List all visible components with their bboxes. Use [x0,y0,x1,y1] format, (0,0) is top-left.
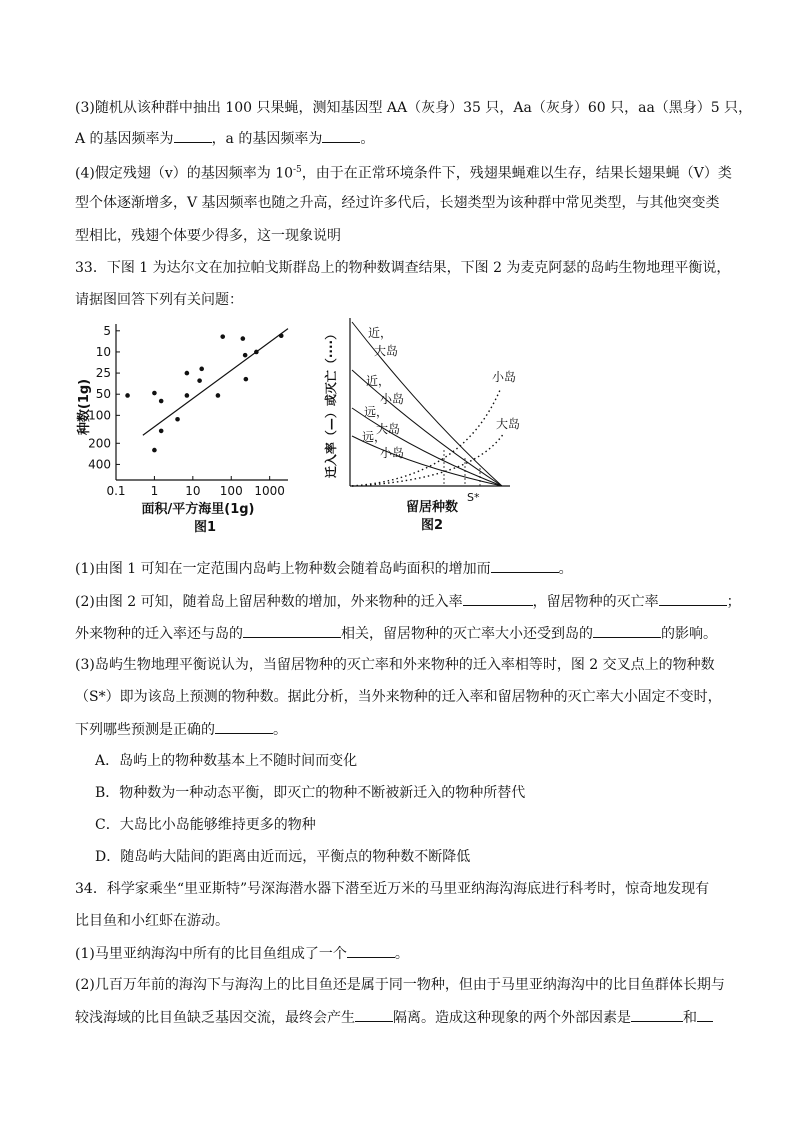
answer-blank[interactable] [593,623,661,638]
x-axis-label: 面积/平方海里(1g) [141,502,255,517]
x-tick-label: 1 [150,484,159,498]
y-tick-label: 50 [95,387,111,402]
q33-sub3-line1: (3)岛屿生物地理平衡说认为，当留居物种的灭亡率和外来物种的迁入率相等时，图 2 交叉点上的物种数 [75,657,715,673]
label-far-big: 大岛 [376,422,401,436]
data-point [159,399,164,404]
text: 和 [683,1010,697,1026]
figure-2-caption: 图2 [420,518,444,533]
q33-option-b[interactable]: B．物种数为一种动态平衡，即灭亡的物种不断被新迁入的物种所替代 [95,785,526,801]
q32-p4-line3: 型相比，残翅个体要少得多，这一现象说明 [75,228,341,244]
data-point [185,371,190,376]
answer-blank[interactable] [174,128,212,143]
q34-sub2-line1: (2)几百万年前的海沟下与海沟上的比目鱼还是属于同一物种，但由于马里亚纳海沟中的比目鱼群体长期与 [75,977,725,993]
text: 。 [273,722,287,738]
text: ； [726,594,741,610]
q33-sub2-line2 [75,623,755,644]
y-tick-label: 100 [88,408,111,423]
data-point [216,393,221,398]
q33-option-a[interactable]: A．岛屿上的物种数基本上不随时间而变化 [95,753,358,769]
y-tick-label: 5 [103,323,111,338]
y-tick-label: 400 [88,457,111,472]
y-tick-label: 10 [95,344,111,359]
x-tick-label: 100 [219,484,243,498]
text: (1)由图 1 可知在一定范围内岛屿上物种数会随着岛屿面积的增加而 [75,561,491,577]
q33-option-d[interactable]: D．随岛屿大陆间的距离由近而远，平衡点的物种数不断降低 [95,849,471,865]
x-axis-label: 留居种数 [405,500,459,515]
text: 隔离。造成这种现象的两个外部因素是 [393,1010,631,1026]
q33-sub3-line3 [75,719,755,740]
answer-blank[interactable] [659,591,727,606]
label-far-small: 远， [362,430,387,444]
q34-sub1 [75,943,755,964]
q33-intro-line1: 33．下图 1 为达尔文在加拉帕戈斯群岛上的物种数调查结果，下图 2 为麦克阿瑟的岛屿生物地理平衡说， [75,260,731,276]
q33-sub1 [75,558,755,579]
q34-intro-line2: 比目鱼和小红虾在游动。 [75,913,229,929]
q33-intro-line2: 请据图回答下列有关问题： [75,292,243,308]
data-point [125,393,130,398]
label-near-small: 近， [366,374,391,388]
label-far-small: 小岛 [380,446,405,460]
y-axis-label: 迁入率（—）或灭亡（····） [324,327,338,479]
text: 。 [394,946,409,962]
data-point [243,353,248,358]
data-point [244,377,249,382]
label-small-island-extinction: 小岛 [492,370,517,384]
q32-p3-line1: (3)随机从该种群中抽出 100 只果蝇，测知基因型 AA（灰身）35 只，Aa（灰身）60 只，aa（黑身）5 只， [75,100,753,116]
text: ，留居物种的灭亡率 [532,594,659,610]
text: ，a 的基因频率为 [211,131,323,147]
answer-blank[interactable] [697,1007,713,1022]
data-point [159,429,164,434]
q34-sub2-line2 [75,1007,755,1028]
figure-1-scatter-plot [70,312,305,537]
text: (4)假定残翅（v）的基因频率为 10 [75,165,294,182]
data-point [199,367,204,372]
x-tick-label: 10 [185,484,201,498]
text: 下列哪些预测是正确的 [75,722,215,738]
text: 的影响。 [661,626,717,642]
q33-option-c[interactable]: C．大岛比小岛能够维持更多的物种 [95,817,316,833]
answer-blank[interactable] [491,558,559,573]
answer-blank[interactable] [631,1007,683,1022]
data-point [241,336,246,341]
superscript: -5 [293,165,302,175]
text: A 的基因频率为 [75,131,174,147]
text: 外来物种的迁入率还与岛的 [75,626,243,642]
q33-sub2-line1 [75,591,755,612]
q33-sub3-line2: （S*）即为该岛上预测的物种数。据此分析，当外来物种的迁入率和留居物种的灭亡率大小固定不变时， [75,689,722,705]
y-axis-label: 种数(1g) [77,378,92,436]
x-tick-label: 0.1 [106,484,126,498]
q32-p3-line2 [75,128,755,149]
data-point [152,391,157,396]
text: ，由于在正常环境条件下，残翅果蝇难以生存，结果长翅果蝇（V）类 [301,165,732,182]
q32-p4-line2: 型个体逐渐增多，V 基因频率也随之升高，经过许多代后，长翅类型为该种群中常见类型，与其他突变类 [75,195,720,211]
answer-blank[interactable] [322,128,360,143]
figure-2-equilibrium-chart [322,308,547,533]
label-near-small: 小岛 [380,392,405,406]
label-near-big: 近， [368,326,393,340]
data-point [185,393,190,398]
label-far-big: 远， [364,405,389,419]
q32-p4-line1 [75,160,755,184]
label-big-island-extinction: 大岛 [496,417,521,431]
x-tick-label: 1000 [254,484,285,498]
answer-blank[interactable] [355,1007,393,1022]
answer-blank[interactable] [347,943,395,958]
figure-1-caption: 图1 [193,520,217,535]
trend-line [143,329,288,436]
text: 较浅海域的比目鱼缺乏基因交流，最终会产生 [75,1010,355,1026]
y-tick-label: 200 [88,436,111,451]
text: 。 [360,131,375,147]
q34-intro-line1: 34．科学家乘坐“里亚斯特”号深海潜水器下潜至近万米的马里亚纳海沟海底进行科考时，惊奇地发现有 [75,881,710,897]
data-point [197,378,202,383]
immigration-curve-far-big [352,408,502,486]
text: (1)马里亚纳海沟中所有的比目鱼组成了一个 [75,946,347,962]
s-star-label: S* [467,491,480,504]
data-point [152,448,157,453]
answer-blank[interactable] [243,623,341,638]
text: (2)由图 2 可知，随着岛上留居种数的增加，外来物种的迁入率 [75,594,463,610]
y-tick-label: 25 [95,366,111,381]
answer-blank[interactable] [463,591,533,606]
data-point [175,417,180,422]
label-near-big: 大岛 [374,344,399,358]
text: 。 [558,561,573,577]
data-point [220,334,225,339]
text: 相关，留居物种的灭亡率大小还受到岛的 [341,626,593,642]
answer-blank[interactable] [215,719,273,734]
